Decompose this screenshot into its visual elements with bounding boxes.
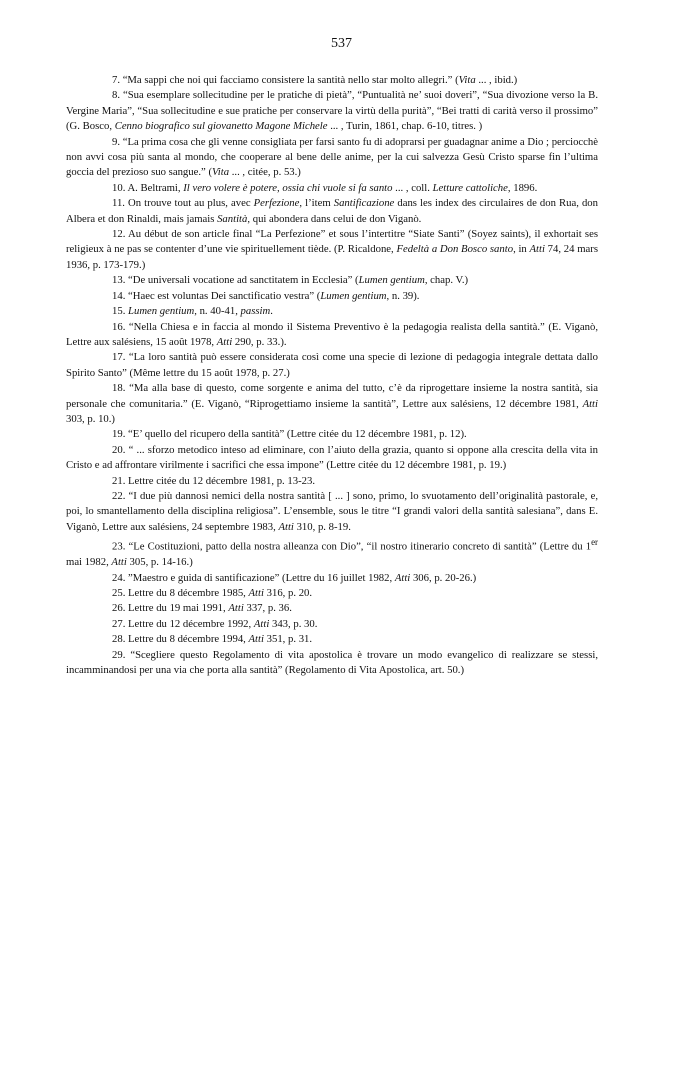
endnote-text: 351, p. 31. bbox=[263, 633, 313, 646]
endnote-italic-text: Atti bbox=[248, 586, 264, 599]
endnote-text: 29. “Scegliere questo Regolamento di vita apostolica è trovare un modo evangelico di realizzare se stessi, incamminandosi per una via che porta alla santità” (Regolamento di Vita Apostolica, art. 50.) bbox=[66, 648, 598, 676]
endnote-text: , l’item bbox=[299, 197, 334, 210]
endnote-text: 17. “La loro santità può essere considerata così come una specie di lezione di pedagogia integrale dettata dallo Spirito Santo” (Même lettre du 15 août 1978, p. 27.) bbox=[66, 351, 598, 379]
endnote-text: 343, p. 30. bbox=[269, 617, 318, 630]
endnote bbox=[66, 350, 598, 381]
endnote bbox=[66, 535, 598, 570]
endnote-text: 10. A. Beltrami, bbox=[112, 181, 184, 194]
endnote-italic-text: Lumen gentium bbox=[128, 305, 195, 318]
endnote-text: 316, p. 20. bbox=[263, 586, 313, 599]
endnote bbox=[66, 427, 598, 442]
endnote-text: 16. “Nella Chiesa e in faccia al mondo il Sistema Preventivo è la pedagogia realista della santità.” (E. Viganò, Lettre aux salésiens, 15 août 1978, bbox=[66, 320, 598, 348]
endnote-text: , n. 39). bbox=[386, 289, 420, 302]
endnote bbox=[66, 273, 598, 288]
endnote bbox=[66, 196, 598, 227]
endnote bbox=[66, 571, 598, 586]
endnote-text: 19. “E’ quello del ricupero della santità” (Lettre citée du 12 décembre 1981, p. 12). bbox=[112, 428, 467, 441]
endnote-text: 306, p. 20-26.) bbox=[410, 571, 477, 584]
endnote-italic-text: Vita bbox=[458, 74, 476, 86]
endnote-italic-text: Perfezione bbox=[253, 197, 300, 210]
endnote bbox=[66, 73, 598, 88]
endnote-text: 18. “Ma alla base di questo, come sorgente e anima del tutto, c’è da riprogettare insieme la nostra santità, sia personale che comunitaria.” (E. Viganò, “Riprogettiamo insieme la santità”, Lettre aux salésiens, 12 décembre 1981, bbox=[66, 382, 598, 410]
endnote-text: dans les index des circulaires de don Rua, don Albera et don Rinaldi, mais jamais bbox=[66, 197, 598, 225]
endnote-text: 28. Lettre du 8 décembre 1994, bbox=[112, 633, 249, 646]
endnote-text: 74, 24 mars 1936, p. 173-179.) bbox=[66, 243, 598, 271]
endnote-text: 21. Lettre citée du 12 décembre 1981, p. 13-23. bbox=[112, 474, 315, 487]
endnote bbox=[66, 648, 598, 679]
endnote-superscript: er bbox=[591, 537, 598, 548]
endnote-text: 27. Lettre du 12 décembre 1992, bbox=[112, 617, 254, 630]
endnote bbox=[66, 489, 598, 535]
endnote-text: , qui abondera dans celui de don Viganò. bbox=[247, 212, 422, 225]
endnote bbox=[66, 601, 598, 616]
endnote-italic-text: Atti bbox=[248, 633, 264, 646]
endnote-text: 23. “Le Costituzioni, patto della nostra alleanza con Dio”, “il nostro itinerario concreto di santità” (Lettre du 1 bbox=[112, 540, 592, 553]
endnote bbox=[66, 632, 598, 647]
endnote-italic-text: Cenno biografico sul giovanetto Magone Michele bbox=[114, 120, 328, 133]
endnote-text: 7. “Ma sappi che noi qui facciamo consistere la santità nello star molto allegri.” ( bbox=[112, 74, 459, 86]
endnote-italic-text: Fedeltà a Don Bosco santo bbox=[396, 243, 514, 256]
endnote-text: ... , Turin, 1861, chap. 6-10, titres. ) bbox=[327, 120, 483, 133]
endnote-italic-text: Santificazione bbox=[333, 197, 395, 210]
endnote-text: ... , coll. bbox=[392, 181, 433, 194]
endnote bbox=[66, 135, 598, 181]
endnote-italic-text: Atti bbox=[529, 243, 545, 256]
page-number: 537 bbox=[331, 36, 352, 51]
endnote bbox=[66, 181, 598, 196]
endnote-text: 8. “Sua esemplare sollecitudine per le pratiche di pietà”, “Puntualità ne’ suoi doveri”, “Sua divozione verso la B. Vergine Maria”, “Sua sollecitudine e sue pratiche per conservare la virtù della purità”, “Bei tratti di carità verso il prossimo” (G. Bosco, bbox=[66, 89, 598, 133]
endnote-text: 11. On trouve tout au plus, avec bbox=[112, 197, 254, 210]
endnote-italic-text: passim bbox=[240, 305, 271, 318]
endnote-text: . bbox=[270, 305, 273, 318]
endnote bbox=[66, 88, 598, 134]
endnote-text: ... , ibid.) bbox=[475, 74, 518, 86]
endnote-text: 290, p. 33.). bbox=[232, 335, 287, 348]
endnote-text: , in bbox=[513, 243, 530, 256]
endnote-text: 26. Lettre du 19 mai 1991, bbox=[112, 602, 229, 615]
endnote-text: 24. ”Maestro e guida di santificazione” (Lettre du 16 juillet 1982, bbox=[112, 571, 395, 584]
endnote bbox=[66, 227, 598, 273]
endnote-text: , 1896. bbox=[507, 181, 538, 194]
endnote-italic-text: Atti bbox=[111, 556, 127, 569]
endnote bbox=[66, 289, 598, 304]
endnote-italic-text: Atti bbox=[582, 397, 598, 410]
endnote-text: 303, p. 10.) bbox=[66, 412, 115, 425]
endnote-italic-text: Lumen gentium bbox=[320, 289, 387, 302]
endnote bbox=[66, 381, 598, 427]
endnote-text: , chap. V.) bbox=[424, 274, 469, 287]
endnote-italic-text: Atti bbox=[216, 335, 233, 348]
endnote-text: 9. “La prima cosa che gli venne consigliata per farsi santo fu di adoprarsi per guadagnar anime a Dio ; perciocchè non avvi cosa più santa al mondo, che cooperare al bene delle anime, per la cui salvezza Gesù Cristo sparse fin l’ultima goccia del prezioso suo sangue.” ( bbox=[66, 135, 598, 179]
endnote bbox=[66, 617, 598, 632]
endnote-italic-text: Atti bbox=[394, 571, 411, 584]
endnote-text: 305, p. 14-16.) bbox=[126, 556, 193, 569]
endnote bbox=[66, 474, 598, 489]
endnote bbox=[66, 320, 598, 351]
endnote-text: , n. 40-41, bbox=[194, 305, 241, 318]
endnote-text: 12. Au début de son article final “La Perfezione” et sous l’intertitre “Siate Santi” (Soyez saints), il exhortait ses religieux à ne pas se contenter d’une vie spirituellement tiède. (P. Ricaldone, bbox=[66, 228, 598, 256]
endnote-italic-text: Santità bbox=[217, 212, 248, 225]
endnote-text: 13. “De universali vocatione ad sanctitatem in Ecclesia” ( bbox=[112, 274, 359, 287]
endnote-text: 15. bbox=[112, 305, 129, 318]
endnote-text: 337, p. 36. bbox=[243, 602, 292, 615]
endnote-italic-text: Lumen gentium bbox=[358, 274, 425, 287]
endnote-text: 25. Lettre du 8 décembre 1985, bbox=[112, 586, 249, 599]
endnote-text: mai 1982, bbox=[66, 556, 112, 569]
endnote-italic-text: Atti bbox=[278, 520, 294, 533]
endnote-text: ... , citée, p. 53.) bbox=[229, 166, 301, 179]
endnote bbox=[66, 586, 598, 601]
endnote-italic-text: Letture cattoliche bbox=[432, 181, 508, 194]
endnote-text: 22. “I due più dannosi nemici della nostra santità [ ... ] sono, primo, lo svuotamento dell’originalità pastorale, e, poi, lo smantellamento della disciplina religiosa”. L’ensemble, sous le titre “I grandi valori della santità salesiana”, dans E. Viganò, Lettre aux salésiens, 24 septembre 1983, bbox=[66, 489, 598, 533]
endnote bbox=[66, 304, 598, 319]
endnote bbox=[66, 443, 598, 474]
endnote-text: 14. “Haec est voluntas Dei sanctificatio vestra” ( bbox=[112, 289, 321, 302]
endnote-italic-text: Atti bbox=[253, 617, 270, 630]
endnote-italic-text: Vita bbox=[212, 166, 230, 179]
endnotes-list bbox=[66, 73, 598, 678]
endnote-text: 310, p. 8-19. bbox=[293, 520, 351, 533]
endnote-italic-text: Atti bbox=[228, 602, 244, 615]
endnote-text: 20. “ ... sforzo metodico inteso ad eliminare, con l’aiuto della grazia, quanto si oppone alla crescita della vita in Cristo e ad affrontare virilmente i sacrifici che essa impone” (Lettre citée du 12 décembre 1981, p. 19.) bbox=[66, 443, 598, 472]
endnote-italic-text: Il vero volere è potere, ossia chi vuole si fa santo bbox=[183, 181, 393, 194]
